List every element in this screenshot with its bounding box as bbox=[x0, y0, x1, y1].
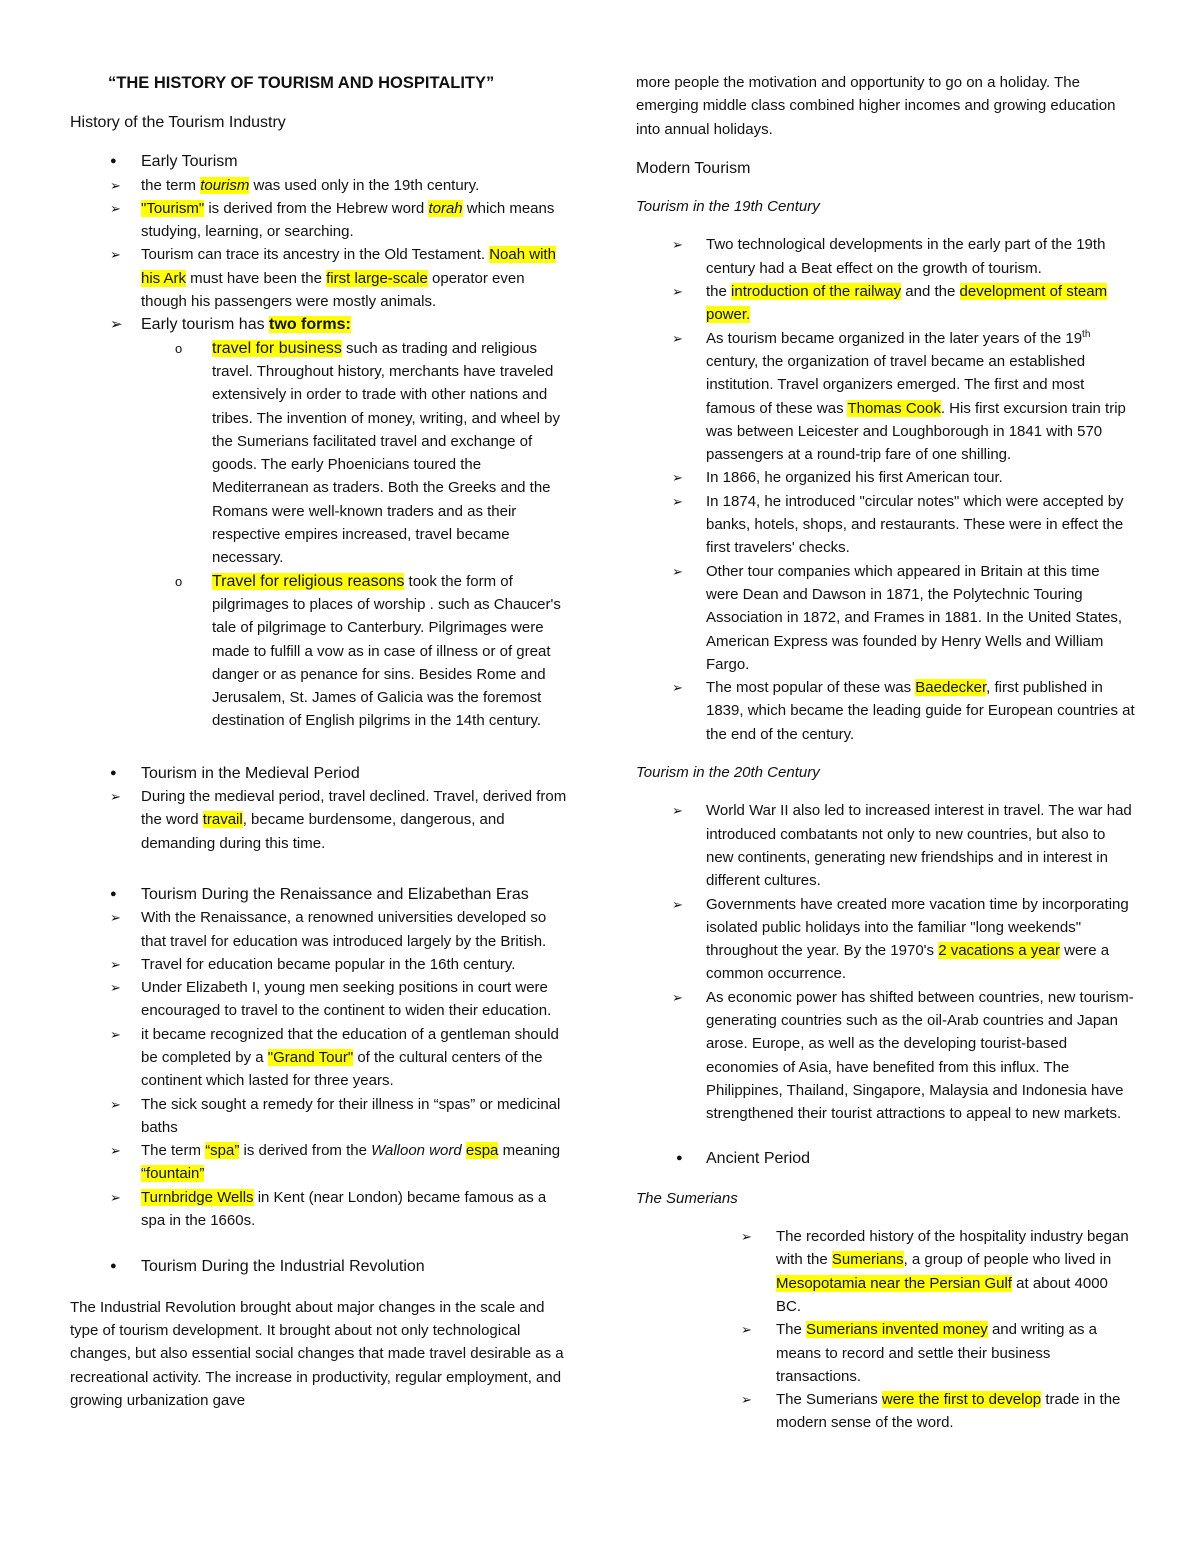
arrow-icon: ➢ bbox=[672, 896, 683, 912]
arrow-icon: ➢ bbox=[741, 1322, 752, 1338]
list-item: ➢ In 1874, he introduced "circular notes" which were accepted by banks, hotels, shops, and restaurants. These were in effect the first travelers' checks. bbox=[636, 490, 1136, 560]
bullet-industrial: ● Tourism During the Industrial Revolution bbox=[70, 1255, 570, 1278]
arrow-icon: ➢ bbox=[741, 1229, 752, 1245]
list-item: ➢ Early tourism has two forms: bbox=[70, 313, 570, 336]
sub-list-item: o Travel for religious reasons took the form of pilgrimages to places of worship . such as Chaucer's tale of pilgrimage to Canterbury. Pilgrimages were made to fulfill a vow as in case of illness or of great danger or as penance for sins. Besides Rome and Jerusalem, St. James of Galicia was the foremost destination of English pilgrims in the 14th century. bbox=[70, 570, 570, 733]
arrow-icon: ➢ bbox=[110, 910, 121, 926]
bullet-renaissance: ● Tourism During the Renaissance and Elizabethan Eras bbox=[70, 883, 570, 906]
bullet-medieval: ● Tourism in the Medieval Period bbox=[70, 762, 570, 785]
arrow-icon: ➢ bbox=[672, 284, 683, 300]
hollow-circle-icon: o bbox=[175, 573, 183, 589]
section-heading: Modern Tourism bbox=[636, 159, 751, 177]
list-item: ➢ As economic power has shifted between countries, new tourism- generating countries such as the oil-Arab countries and Japan arose. Europe, as well as the developing tourist-based economies of Asia, have benefited from this influx. The Philippines, Thailand, Singapore, Malaysia and Indonesia have strengthened their tourist attractions to appeal to new markets. bbox=[636, 986, 1136, 1126]
arrow-icon: ➢ bbox=[110, 177, 121, 193]
arrow-icon: ➢ bbox=[110, 1189, 121, 1205]
arrow-icon: ➢ bbox=[110, 789, 121, 805]
bullet-icon: ● bbox=[676, 1152, 683, 1165]
subsection-heading: Tourism in the 20th Century bbox=[636, 764, 820, 782]
arrow-icon: ➢ bbox=[672, 493, 683, 509]
arrow-icon: ➢ bbox=[110, 1026, 121, 1042]
left-column bbox=[70, 72, 570, 1412]
arrow-icon: ➢ bbox=[110, 247, 121, 263]
paragraph: The Industrial Revolution brought about major changes in the scale and type of tourism development. It brought about not only technological changes, but also essential social changes that made travel desirable as a recreational activity. The increase in productivity, regular employment, and growing urbanization gave bbox=[70, 1298, 564, 1409]
sub-list-item: o travel for business such as trading and religious travel. Throughout history, merchants have traveled extensively in order to trade with other nations and tribes. The invention of money, writing, and wheel by the Sumerians facilitated travel and exchange of goods. The early Phoenicians toured the Mediterranean as traders. Both the Greeks and the Romans were well-known traders and as their respective empires increased, travel became necessary. bbox=[70, 337, 570, 570]
hollow-circle-icon: o bbox=[175, 340, 183, 356]
list-item: ➢ The Sumerians were the first to develop trade in the modern sense of the word. bbox=[636, 1388, 1136, 1435]
arrow-icon: ➢ bbox=[110, 200, 121, 216]
arrow-icon: ➢ bbox=[741, 1392, 752, 1408]
subsection-heading: Tourism in the 19th Century bbox=[636, 198, 820, 216]
list-item: ➢ In 1866, he organized his first American tour. bbox=[636, 466, 1136, 489]
list-item: ➢ Under Elizabeth I, young men seeking positions in court were encouraged to travel to the continent to widen their education. bbox=[70, 976, 570, 1023]
list-item: ➢ the introduction of the railway and the development of steam power. bbox=[636, 280, 1136, 327]
arrow-icon: ➢ bbox=[110, 1096, 121, 1112]
arrow-icon: ➢ bbox=[672, 989, 683, 1005]
list-item: ➢ During the medieval period, travel declined. Travel, derived from the word travail, became burdensome, dangerous, and demanding during this time. bbox=[70, 785, 570, 855]
list-item: ➢ The recorded history of the hospitality industry began with the Sumerians, a group of people who lived in Mesopotamia near the Persian Gulf at about 4000 BC. bbox=[636, 1225, 1136, 1318]
list-item: ➢ Tourism can trace its ancestry in the Old Testament. Noah with his Ark must have been the first large-scale operator even though his passengers were mostly animals. bbox=[70, 243, 570, 313]
list-item: ➢ Turnbridge Wells in Kent (near London) became famous as a spa in the 1660s. bbox=[70, 1186, 570, 1233]
list-item: ➢ Two technological developments in the early part of the 19th century had a Beat effect on the growth of tourism. bbox=[636, 233, 1136, 280]
list-item: ➢ The term “spa” is derived from the Walloon word espa meaning “fountain” bbox=[70, 1139, 570, 1186]
bullet-icon: ● bbox=[110, 766, 117, 779]
arrow-icon: ➢ bbox=[110, 980, 121, 996]
list-item: ➢ As tourism became organized in the later years of the 19th century, the organization of travel became an established institution. Travel organizers emerged. The first and most famous of these was Thomas Cook. His first excursion train trip was between Leicester and Loughborough in 1841 with 570 passengers at a round-trip fare of one shilling. bbox=[672, 328, 1126, 464]
paragraph: more people the motivation and opportunity to go on a holiday. The emerging middle class combined higher incomes and growing education into annual holidays. bbox=[636, 74, 1116, 138]
section-subtitle: History of the Tourism Industry bbox=[70, 114, 286, 131]
list-item: ➢ the term tourism was used only in the 19th century. bbox=[70, 174, 570, 197]
right-column bbox=[636, 71, 1136, 1435]
list-item: ➢ The sick sought a remedy for their illness in “spas” or medicinal baths bbox=[70, 1093, 570, 1140]
arrow-icon: ➢ bbox=[110, 1143, 121, 1159]
arrow-icon: ➢ bbox=[672, 470, 683, 486]
arrow-icon: ➢ bbox=[672, 680, 683, 696]
document-title: “THE HISTORY OF TOURISM AND HOSPITALITY” bbox=[108, 74, 495, 92]
list-item: ➢ Other tour companies which appeared in Britain at this time were Dean and Dawson in 1871, the Polytechnic Touring Association in 1872, and Frames in 1881. In the United States, American Express was founded by Henry Wells and William Fargo. bbox=[636, 560, 1136, 676]
arrow-icon: ➢ bbox=[672, 237, 683, 253]
arrow-icon: ➢ bbox=[672, 330, 683, 346]
list-item: ➢ "Tourism" is derived from the Hebrew word torah which means studying, learning, or searching. bbox=[70, 197, 570, 244]
list-item: ➢ The most popular of these was Baedecker, first published in 1839, which became the leading guide for European countries at the end of the century. bbox=[636, 676, 1136, 746]
subsection-heading: The Sumerians bbox=[636, 1189, 738, 1207]
list-item: ➢ it became recognized that the education of a gentleman should be completed by a "Grand Tour" of the cultural centers of the continent which lasted for three years. bbox=[70, 1023, 570, 1093]
bullet-icon: ● bbox=[110, 1260, 117, 1273]
arrow-icon: ➢ bbox=[110, 956, 121, 972]
list-item: ➢ Travel for education became popular in the 16th century. bbox=[70, 953, 570, 976]
arrow-icon: ➢ bbox=[110, 316, 123, 334]
arrow-icon: ➢ bbox=[672, 803, 683, 819]
list-item: ➢ With the Renaissance, a renowned universities developed so that travel for education was introduced largely by the British. bbox=[70, 906, 570, 953]
list-item: ➢ World War II also led to increased interest in travel. The war had introduced combatants not only to new countries, but also to new continents, generating new friendships and in interest in different cultures. bbox=[636, 799, 1136, 892]
list-item: ➢ The Sumerians invented money and writing as a means to record and settle their business transactions. bbox=[636, 1318, 1136, 1388]
bullet-ancient: ● Ancient Period bbox=[636, 1147, 1136, 1170]
list-item: ➢ Governments have created more vacation time by incorporating isolated public holidays into the familiar "long weekends" throughout the year. By the 1970's 2 vacations a year were a common occurrence. bbox=[636, 893, 1136, 986]
bullet-icon: ● bbox=[110, 155, 117, 168]
bullet-icon: ● bbox=[110, 887, 117, 900]
arrow-icon: ➢ bbox=[672, 563, 683, 579]
bullet-early-tourism: ● Early Tourism bbox=[70, 150, 570, 173]
